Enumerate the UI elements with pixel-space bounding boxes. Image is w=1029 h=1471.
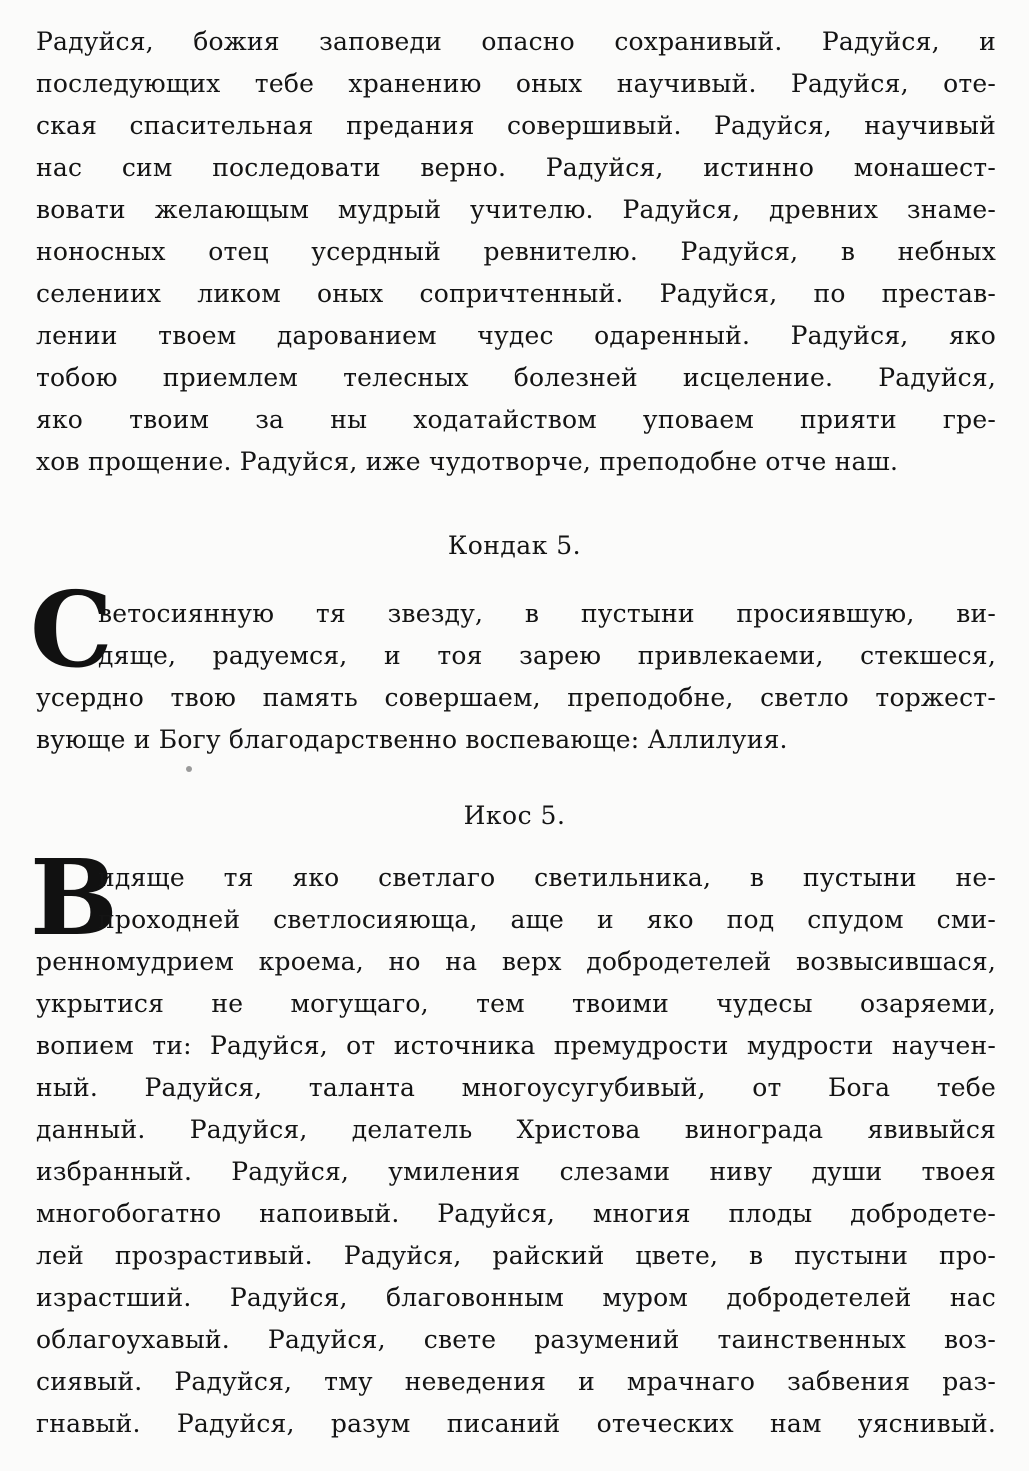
text-line: избранный. Радуйся, умиления слезами ниву души твоея	[36, 1157, 996, 1186]
text-line: израстший. Радуйся, благовонным муром добродетелей нас	[36, 1283, 996, 1312]
text-line: идяще тя яко светлаго светильника, в пустыни не-	[98, 863, 996, 892]
text-line: хов прощение. Радуйся, иже чудотворче, преподобне отче наш.	[36, 447, 899, 476]
text-line: вопием ти: Радуйся, от источника премудрости мудрости научен-	[36, 1031, 996, 1060]
text-line: облагоухавый. Радуйся, свете разумений таинственных воз-	[36, 1325, 996, 1354]
text-line: лении твоем дарованием чудес одаренный. Радуйся, яко	[36, 321, 996, 350]
ink-speck	[186, 766, 192, 772]
text-line: последующих тебе хранению оных научивый. Радуйся, оте-	[36, 69, 996, 98]
drop-cap: В	[30, 836, 118, 959]
text-line: селениих ликом оных сопричтенный. Радуйся, по престав-	[36, 279, 996, 308]
text-line: ноносных отец усердный ревнителю. Радуйся, в небных	[36, 237, 996, 266]
text-line: ветосиянную тя звезду, в пустыни просиявшую, ви-	[98, 599, 996, 628]
text-line: яко твоим за ны ходатайством уповаем прияти гре-	[36, 405, 996, 434]
text-line: лей прозрастивый. Радуйся, райский цвете, в пустыни про-	[36, 1241, 996, 1270]
text-line: многобогатно напоивый. Радуйся, многия плоды добродете-	[36, 1199, 996, 1228]
text-line: нас сим последовати верно. Радуйся, истинно монашест-	[36, 153, 996, 182]
text-line: тобою приемлем телесных болезней исцеление. Радуйся,	[36, 363, 996, 392]
text-line: сиявый. Радуйся, тму неведения и мрачнаго забвения раз-	[36, 1367, 996, 1396]
text-line: дяще, радуемся, и тоя зарею привлекаеми, стекшеся,	[98, 641, 996, 670]
text-line: вующе и Богу благодарственно воспевающе: Аллилуия.	[36, 725, 788, 754]
kondak-heading: Кондак 5.	[447, 531, 582, 560]
text-line: укрытися не могущаго, тем твоими чудесы озаряеми,	[36, 989, 996, 1018]
text-line: гнавый. Радуйся, разум писаний отеческих нам уяснивый.	[36, 1409, 996, 1438]
text-line: ренномудрием кроема, но на верх добродетелей возвысившася,	[36, 947, 996, 976]
text-line: проходней светлосияюща, аще и яко под спудом сми-	[98, 905, 996, 934]
text-line: ный. Радуйся, таланта многоусугубивый, от Бога тебе	[36, 1073, 996, 1102]
drop-cap: С	[30, 568, 113, 691]
text-line: Радуйся, божия заповеди опасно сохранивый. Радуйся, и	[36, 27, 996, 56]
text-line: вовати желающым мудрый учителю. Радуйся, древних знаме-	[36, 195, 996, 224]
ikos-heading: Икос 5.	[463, 801, 566, 830]
text-line: ская спасительная предания совершивый. Радуйся, научивый	[36, 111, 996, 140]
text-line: данный. Радуйся, делатель Христова винограда явивыйся	[36, 1115, 996, 1144]
text-line: усердно твою память совершаем, преподобне, светло торжест-	[36, 683, 996, 712]
